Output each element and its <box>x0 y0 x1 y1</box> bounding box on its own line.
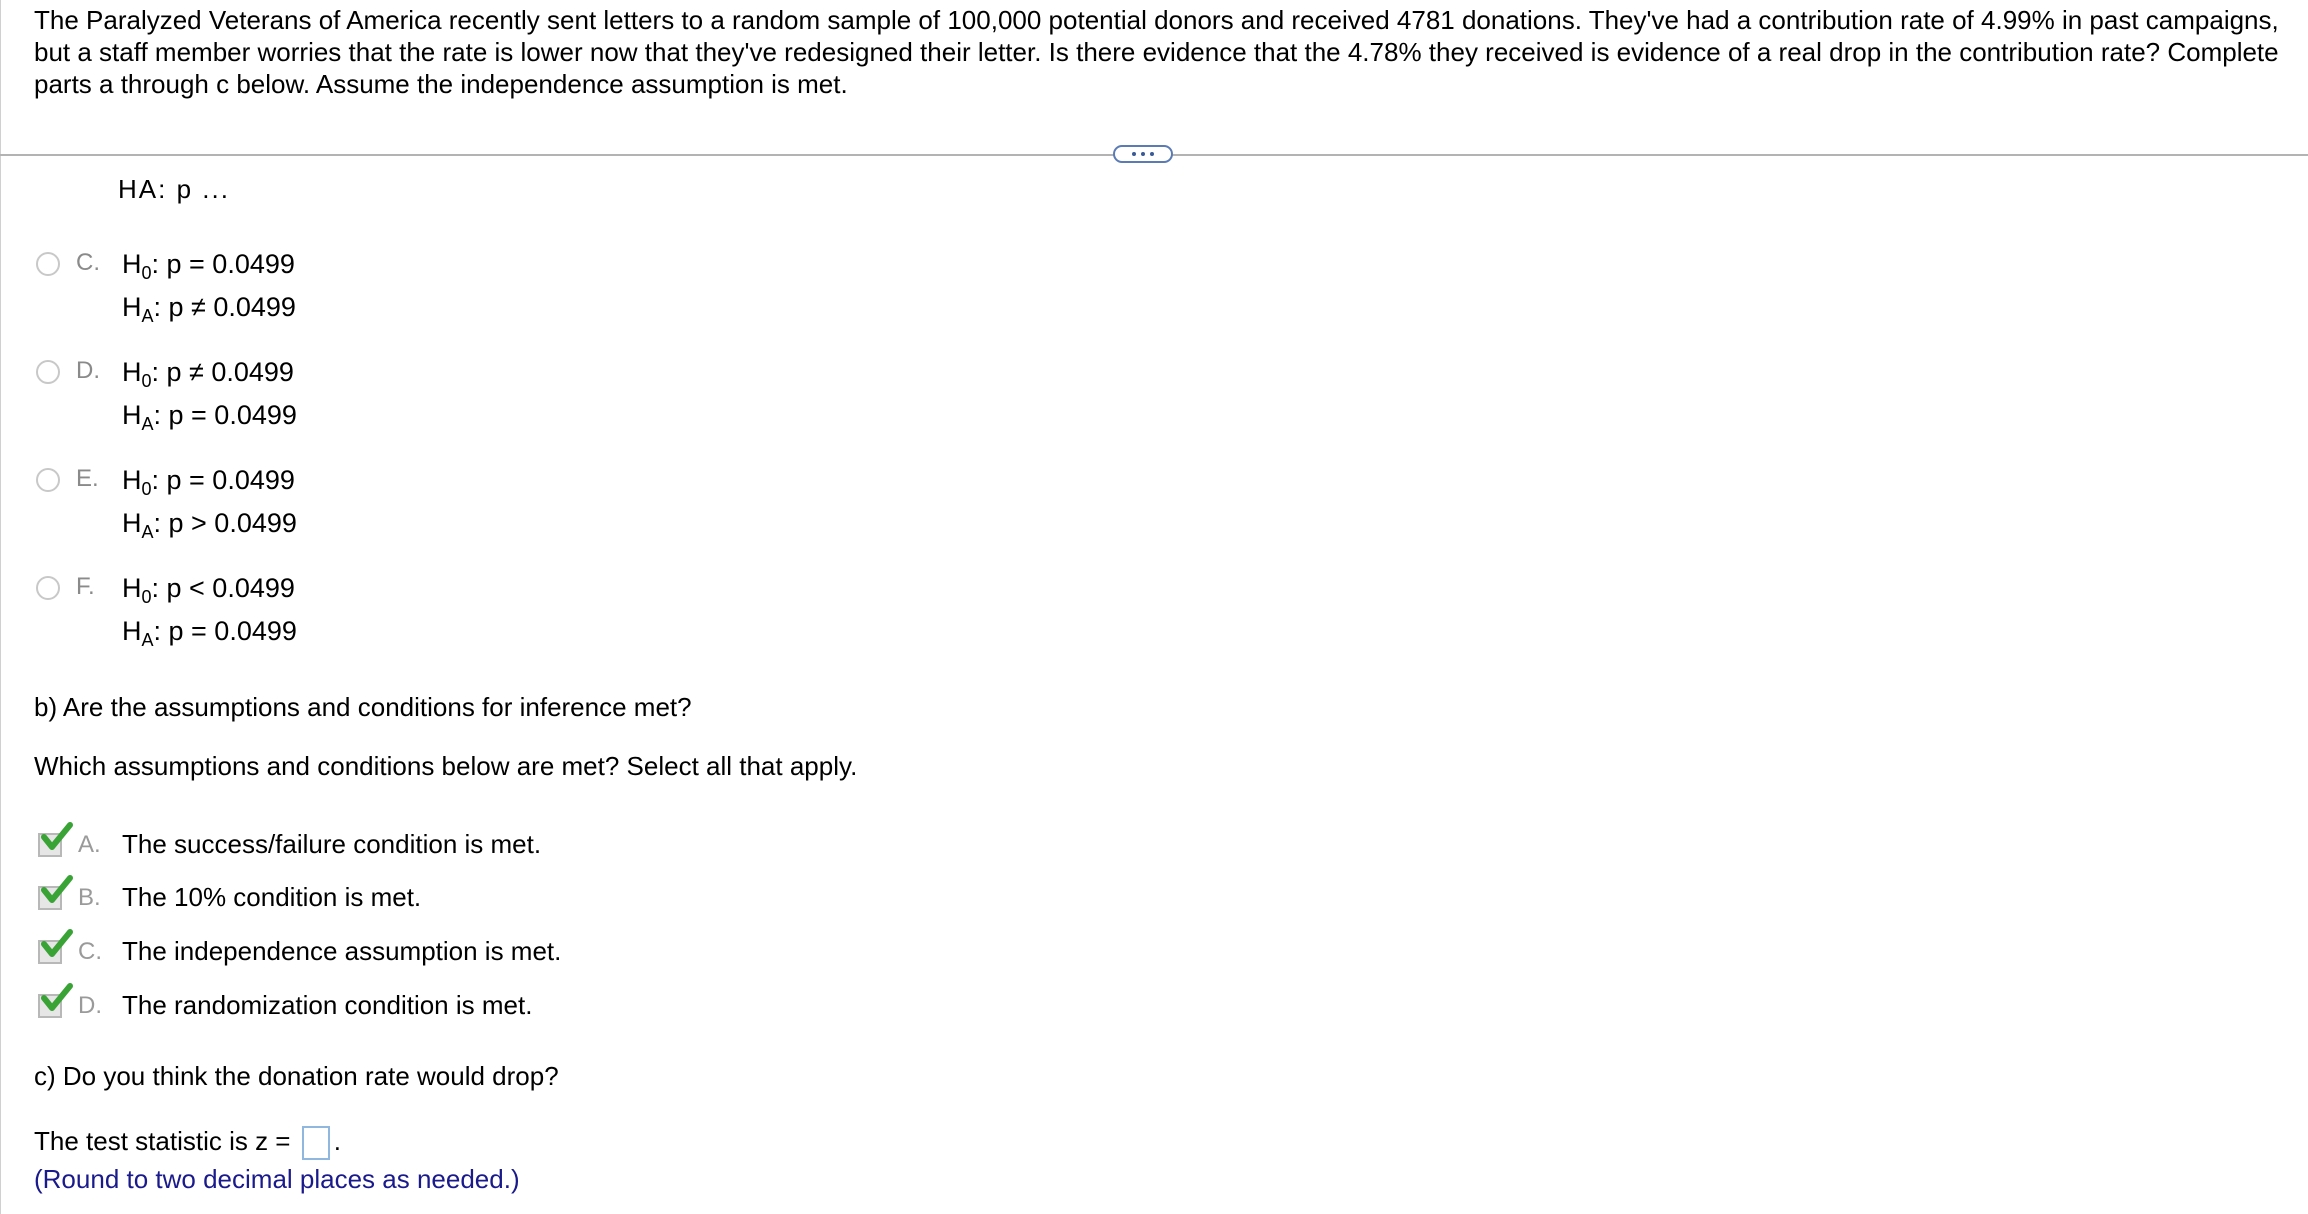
alternative-hypothesis: $H_A$: p = 0.0499 <box>122 616 297 650</box>
radio-button[interactable] <box>36 360 60 384</box>
option-letter: A. <box>78 831 101 858</box>
option-f[interactable] <box>36 564 636 650</box>
rounding-hint: (Round to two decimal places as needed.) <box>34 1164 520 1194</box>
dot-icon <box>1141 152 1145 156</box>
checkbox-option-c[interactable] <box>36 932 836 972</box>
alternative-hypothesis: $H_A$: p = 0.0499 <box>122 400 297 434</box>
option-c[interactable] <box>36 240 636 326</box>
option-letter: C. <box>76 249 100 276</box>
option-label: The randomization condition is met. <box>122 990 533 1020</box>
checkmark-icon <box>40 874 74 906</box>
part-c-question: c) Do you think the donation rate would drop? <box>34 1061 559 1091</box>
option-d[interactable] <box>36 348 636 434</box>
more-options-button[interactable] <box>1113 145 1173 163</box>
null-hypothesis: $H_0$: p ≠ 0.0499 <box>122 357 294 391</box>
radio-button[interactable] <box>36 576 60 600</box>
checkbox-option-d[interactable] <box>36 986 836 1026</box>
checkbox-option-b[interactable] <box>36 878 836 918</box>
checkmark-icon <box>40 821 74 853</box>
left-border <box>0 0 1 1214</box>
option-label: The independence assumption is met. <box>122 936 562 966</box>
option-letter: F. <box>76 573 95 600</box>
alternative-hypothesis: $H_A$: p ≠ 0.0499 <box>122 292 296 326</box>
radio-button[interactable] <box>36 468 60 492</box>
checkbox-option-a[interactable] <box>36 825 836 865</box>
part-b-instruction: Which assumptions and conditions below are met? Select all that apply. <box>34 751 858 781</box>
cut-off-option-line: HA: p ... <box>118 174 230 204</box>
option-e[interactable] <box>36 456 636 542</box>
radio-button[interactable] <box>36 252 60 276</box>
option-label: The success/failure condition is met. <box>122 829 542 859</box>
null-hypothesis: $H_0$: p = 0.0499 <box>122 249 295 283</box>
dot-icon <box>1150 152 1154 156</box>
z-statistic-input[interactable] <box>302 1126 330 1160</box>
option-letter: E. <box>76 465 99 492</box>
checkmark-icon <box>40 982 74 1014</box>
answer-line <box>34 1126 341 1160</box>
option-letter: B. <box>78 884 101 911</box>
question-text: The Paralyzed Veterans of America recently sent letters to a random sample of 100,000 potential donors and received 4781 donations. They've had a contribution rate of 4.99% in past campaigns, but a staff member worries that the rate is lower now that they've redesigned their letter. Is there evidence that the 4.78% they received is evidence of a real drop in the contribution rate? Complete parts a through c below. Assume the independence assumption is met. <box>34 5 2279 99</box>
option-label: The 10% condition is met. <box>122 882 422 912</box>
part-b-question: b) Are the assumptions and conditions for inference met? <box>34 692 692 722</box>
alternative-hypothesis: $H_A$: p > 0.0499 <box>122 508 297 542</box>
answer-suffix: . <box>333 1126 341 1156</box>
null-hypothesis: $H_0$: p = 0.0499 <box>122 465 295 499</box>
checkmark-icon <box>40 928 74 960</box>
answer-prefix: The test statistic is z = <box>34 1126 291 1156</box>
option-letter: D. <box>76 357 100 384</box>
dot-icon <box>1132 152 1136 156</box>
option-letter: C. <box>78 938 102 965</box>
option-letter: D. <box>78 992 102 1019</box>
null-hypothesis: $H_0$: p < 0.0499 <box>122 573 295 607</box>
